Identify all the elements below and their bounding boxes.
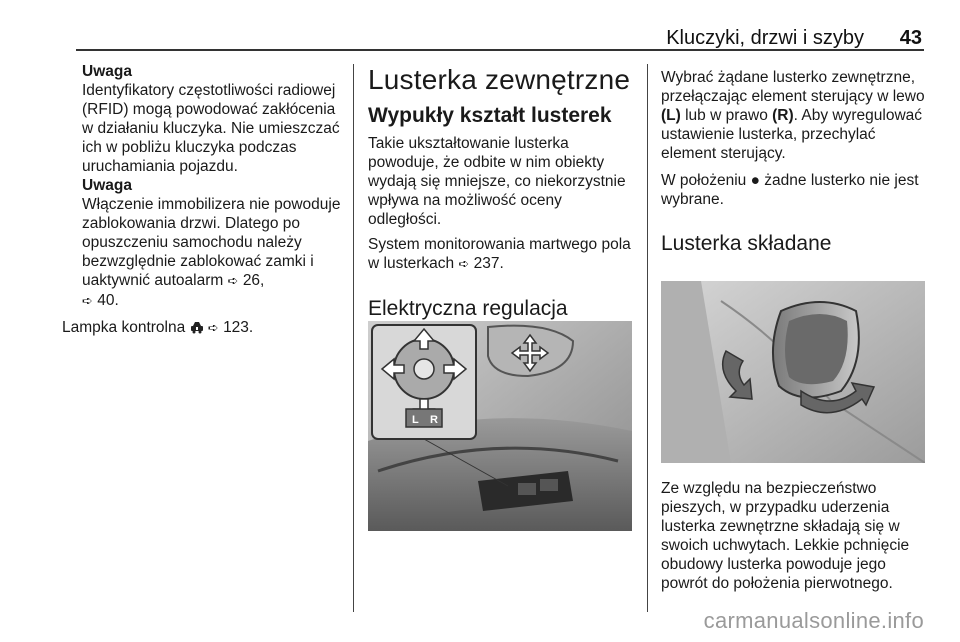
lamp-ref[interactable]: 123. — [223, 319, 254, 336]
car-lock-lamp-icon — [190, 320, 204, 339]
note2-body — [82, 195, 344, 311]
electric-adjust-heading: Elektryczna regulacja — [368, 297, 568, 320]
neutral-a: W położeniu — [661, 172, 751, 189]
note1-body: Identyfikatory częstotliwości radiowej (RFID) mogą powodować zakłócenia w działaniu kluczyka. Nie umieszczać ich w pobliżu kluczyka podczas uruchamiania pojazdu. — [82, 82, 340, 175]
left-column — [82, 62, 344, 311]
bullet-icon: ● — [750, 172, 760, 189]
select-mirror-c: . Aby wyregulować ustawienie lusterka, przechylać element sterujący. — [661, 107, 923, 162]
page-ref-icon: ➪ — [458, 257, 470, 272]
right-column — [661, 68, 929, 267]
blind-spot-label: System monitorowania martwego pola w lusterkach — [368, 236, 631, 272]
page-ref-icon: ➪ — [227, 274, 239, 289]
folding-text-block — [661, 479, 929, 593]
folding-heading: Lusterka składane — [661, 232, 832, 255]
neutral-position-text — [661, 171, 929, 209]
folding-mirror-figure — [661, 281, 925, 463]
note1-title: Uwaga — [82, 63, 132, 80]
header-rule — [76, 49, 924, 51]
note2-ref1[interactable]: 26, — [242, 272, 265, 289]
page-header — [0, 0, 960, 52]
section-title: Lusterka zewnętrzne — [368, 64, 631, 95]
column-divider-right — [647, 64, 648, 612]
lamp-line — [62, 318, 344, 339]
select-mirror-R: (R) — [772, 107, 794, 124]
blind-spot-ref[interactable]: 237. — [473, 255, 504, 272]
lamp-text: Lampka kontrolna — [62, 319, 190, 336]
electric-adjust-figure — [368, 321, 632, 531]
select-mirror-a: Wybrać żądane lusterko zewnętrzne, przełączając element sterujący w lewo — [661, 69, 925, 105]
column-divider-left — [353, 64, 354, 612]
subsection-title: Wypukły kształt lusterek — [368, 104, 612, 127]
select-mirror-L: (L) — [661, 107, 681, 124]
folding-text: Ze względu na bezpieczeństwo pieszych, w przypadku uderzenia lusterka zewnętrzne składają się w swoich uchwytach. Lekkie pchnięcie obudowy lusterka powoduje jego powrót do położenia pierwotnego. — [661, 480, 910, 592]
note2-title: Uwaga — [82, 177, 132, 194]
mirror-switch-right-label: R — [430, 414, 438, 426]
neutral-b: żadne lusterko nie jest wybrane. — [661, 172, 919, 208]
convex-mirror-text: Takie ukształtowanie lusterka powoduje, że odbite w nim obiekty wydają się mniejsze, co niekorzystnie wpływa na możliwość oceny odległości. — [368, 135, 626, 228]
blind-spot-text — [368, 235, 636, 274]
note2-text: Włączenie immobilizera nie powoduje zablokowania drzwi. Dlatego po opuszczeniu samochodu należy bezwzględnie zablokować zamki i uaktywnić autoalarm — [82, 196, 341, 289]
page-number: 43 — [899, 27, 922, 49]
select-mirror-text — [661, 68, 929, 163]
mirror-switch-left-label: L — [412, 414, 419, 426]
select-mirror-b: lub w prawo — [680, 107, 773, 124]
middle-column — [368, 64, 636, 332]
note2-ref2[interactable]: 40. — [97, 292, 119, 309]
page-ref-icon: ➪ — [82, 294, 93, 309]
watermark: carmanualsonline.info — [703, 608, 924, 633]
header-title: Kluczyki, drzwi i szyby — [666, 27, 864, 49]
page-ref-icon: ➪ — [207, 321, 219, 336]
